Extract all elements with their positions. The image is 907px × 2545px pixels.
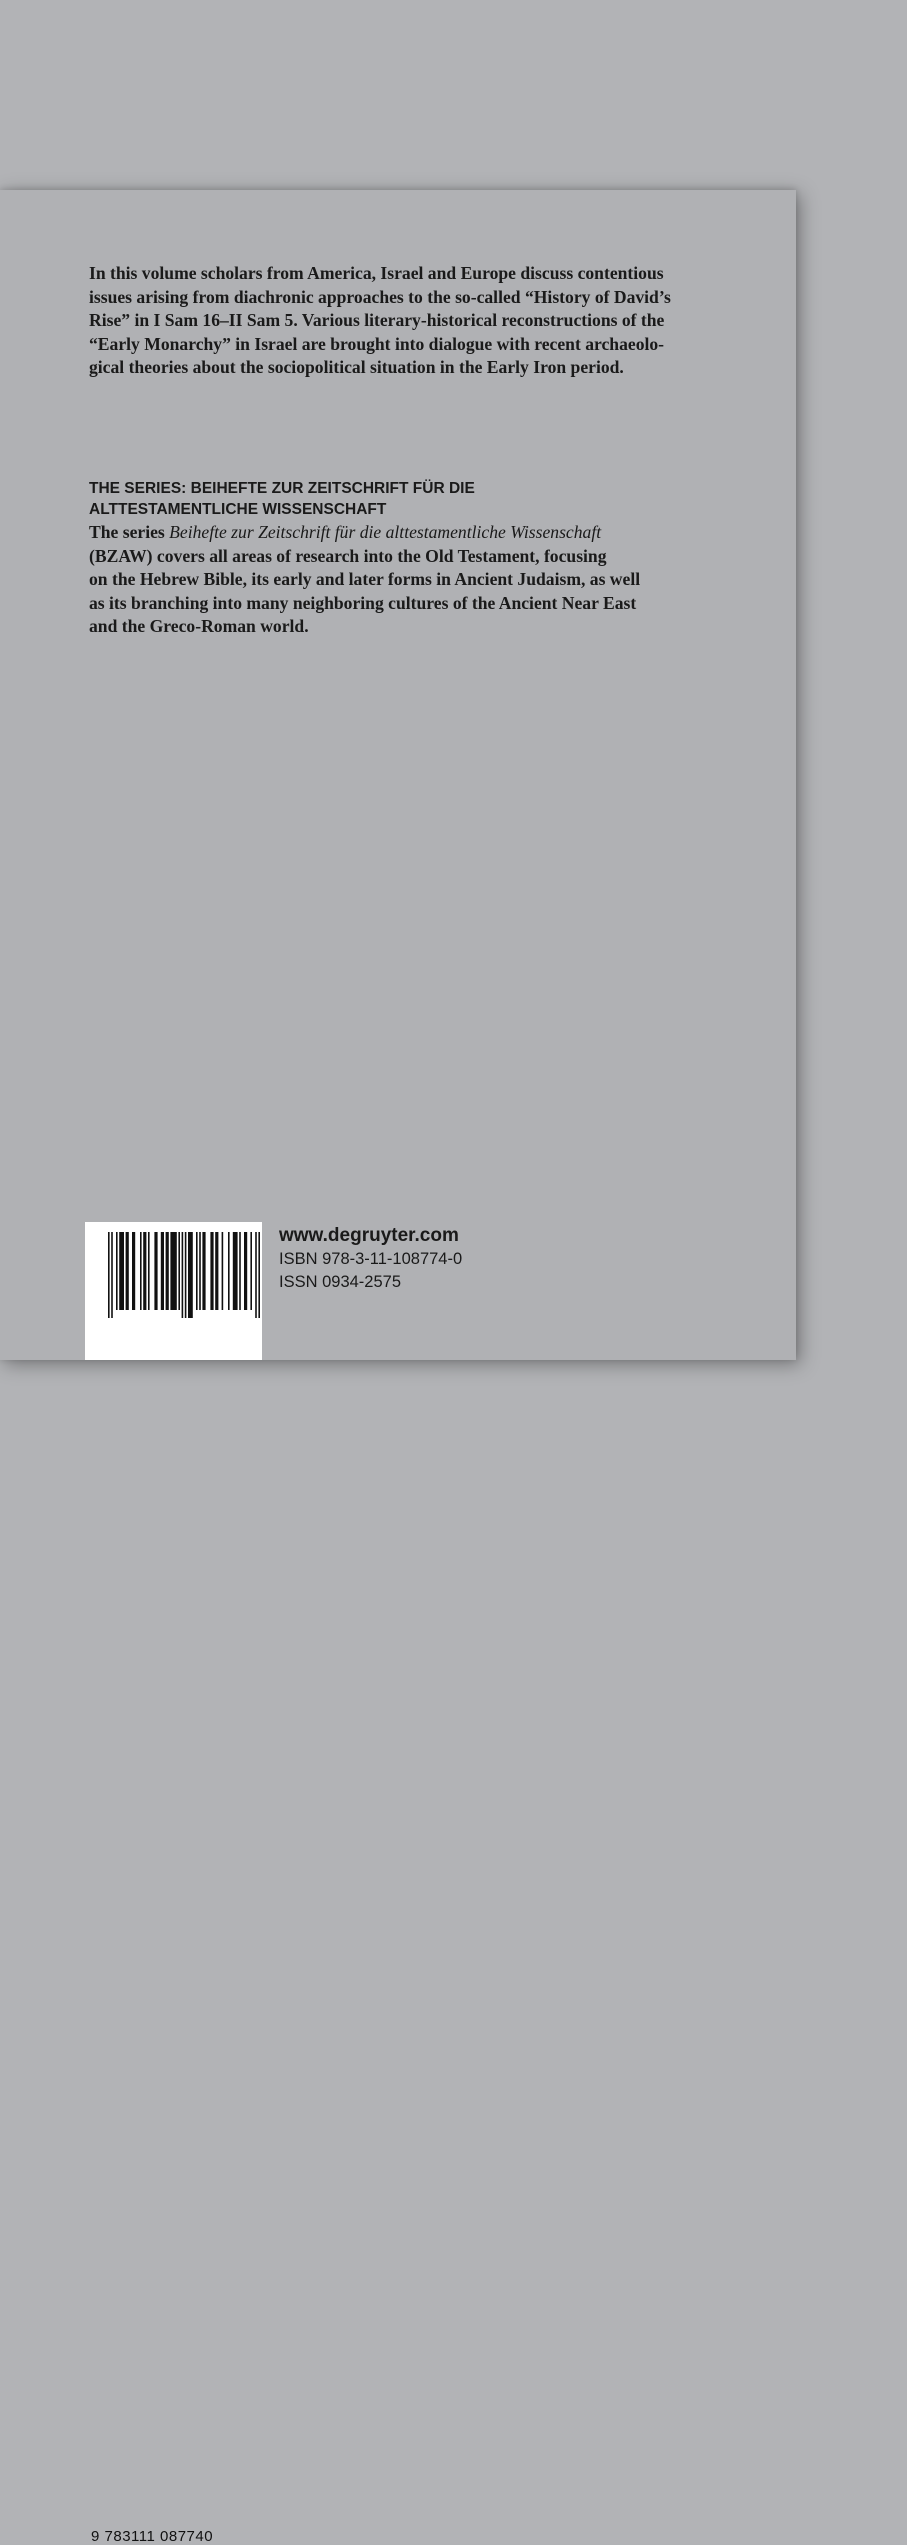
barcode-bars bbox=[85, 1222, 262, 1360]
barcode-bar bbox=[140, 1232, 142, 1310]
barcode-bar bbox=[166, 1232, 169, 1310]
barcode-bar bbox=[244, 1232, 247, 1310]
series-description-line bbox=[89, 521, 729, 545]
series-title-italic: Beihefte zur Zeitschrift für die alttestamentliche Wissenschaft bbox=[169, 522, 602, 542]
barcode-bar bbox=[116, 1232, 118, 1310]
series-heading-line: ALTTESTAMENTLICHE WISSENSCHAFT bbox=[89, 501, 387, 518]
series-intro-prefix: The series bbox=[89, 522, 170, 542]
barcode-bar bbox=[255, 1232, 257, 1318]
series-description-line: on the Hebrew Bible, its early and later forms in Ancient Judaism, as well bbox=[89, 569, 641, 589]
publisher-url: www.degruyter.com bbox=[279, 1225, 459, 1246]
barcode-bar bbox=[222, 1232, 224, 1310]
blurb-line: gical theories about the sociopolitical situation in the Early Iron period. bbox=[89, 357, 624, 377]
series-description-line: as its branching into many neighboring cultures of the Ancient Near East bbox=[89, 592, 637, 613]
barcode-bar bbox=[185, 1232, 187, 1318]
barcode-digits: 9 783111 087740 bbox=[91, 2528, 214, 2545]
book-blurb bbox=[89, 262, 729, 380]
barcode-bar bbox=[228, 1232, 230, 1310]
series-description-line: (BZAW) covers all areas of research into the Old Testament, focusing bbox=[89, 545, 607, 566]
barcode-bar bbox=[210, 1232, 213, 1310]
barcode-bar bbox=[108, 1232, 110, 1318]
blurb-line: Rise” in I Sam 16–II Sam 5. Various literary-historical reconstructions of the bbox=[89, 310, 665, 330]
barcode-bar bbox=[250, 1232, 252, 1310]
barcode-bar bbox=[258, 1232, 260, 1318]
barcode-bar bbox=[239, 1232, 241, 1310]
barcode-bar bbox=[119, 1232, 124, 1310]
barcode-bar bbox=[111, 1232, 113, 1318]
barcode-bar bbox=[126, 1232, 129, 1310]
series-heading-line: THE SERIES: BEIHEFTE ZUR ZEITSCHRIFT FÜR DIE bbox=[89, 480, 475, 497]
barcode-bar bbox=[161, 1232, 164, 1310]
barcode-bar bbox=[202, 1232, 205, 1310]
barcode-bar bbox=[215, 1232, 218, 1310]
isbn-barcode bbox=[85, 1222, 262, 2545]
series-description-line: and the Greco-Roman world. bbox=[89, 616, 309, 636]
isbn-number: ISBN 978-3-11-108774-0 bbox=[279, 1250, 463, 1268]
barcode-bar bbox=[154, 1232, 157, 1310]
series-description bbox=[89, 521, 729, 639]
blurb-line: issues arising from diachronic approaches to the so-called “History of David’s bbox=[89, 286, 671, 307]
blurb-line: “Early Monarchy” in Israel are brought into dialogue with recent archaeolo- bbox=[89, 333, 665, 354]
barcode-bar bbox=[143, 1232, 146, 1310]
publisher-info bbox=[279, 1224, 462, 1294]
barcode-bar bbox=[182, 1232, 184, 1318]
barcode-bar bbox=[199, 1232, 201, 1310]
barcode-bar bbox=[148, 1232, 150, 1310]
blurb-line: In this volume scholars from America, Israel and Europe discuss contentious bbox=[89, 263, 664, 283]
series-heading bbox=[89, 478, 729, 520]
barcode-bar bbox=[196, 1232, 198, 1310]
barcode-bar bbox=[170, 1232, 176, 1310]
barcode-bar bbox=[132, 1232, 135, 1310]
issn-number: ISSN 0934-2575 bbox=[279, 1273, 402, 1291]
barcode-bar bbox=[188, 1232, 193, 1318]
barcode-bar bbox=[233, 1232, 238, 1310]
barcode-bar bbox=[178, 1232, 180, 1310]
